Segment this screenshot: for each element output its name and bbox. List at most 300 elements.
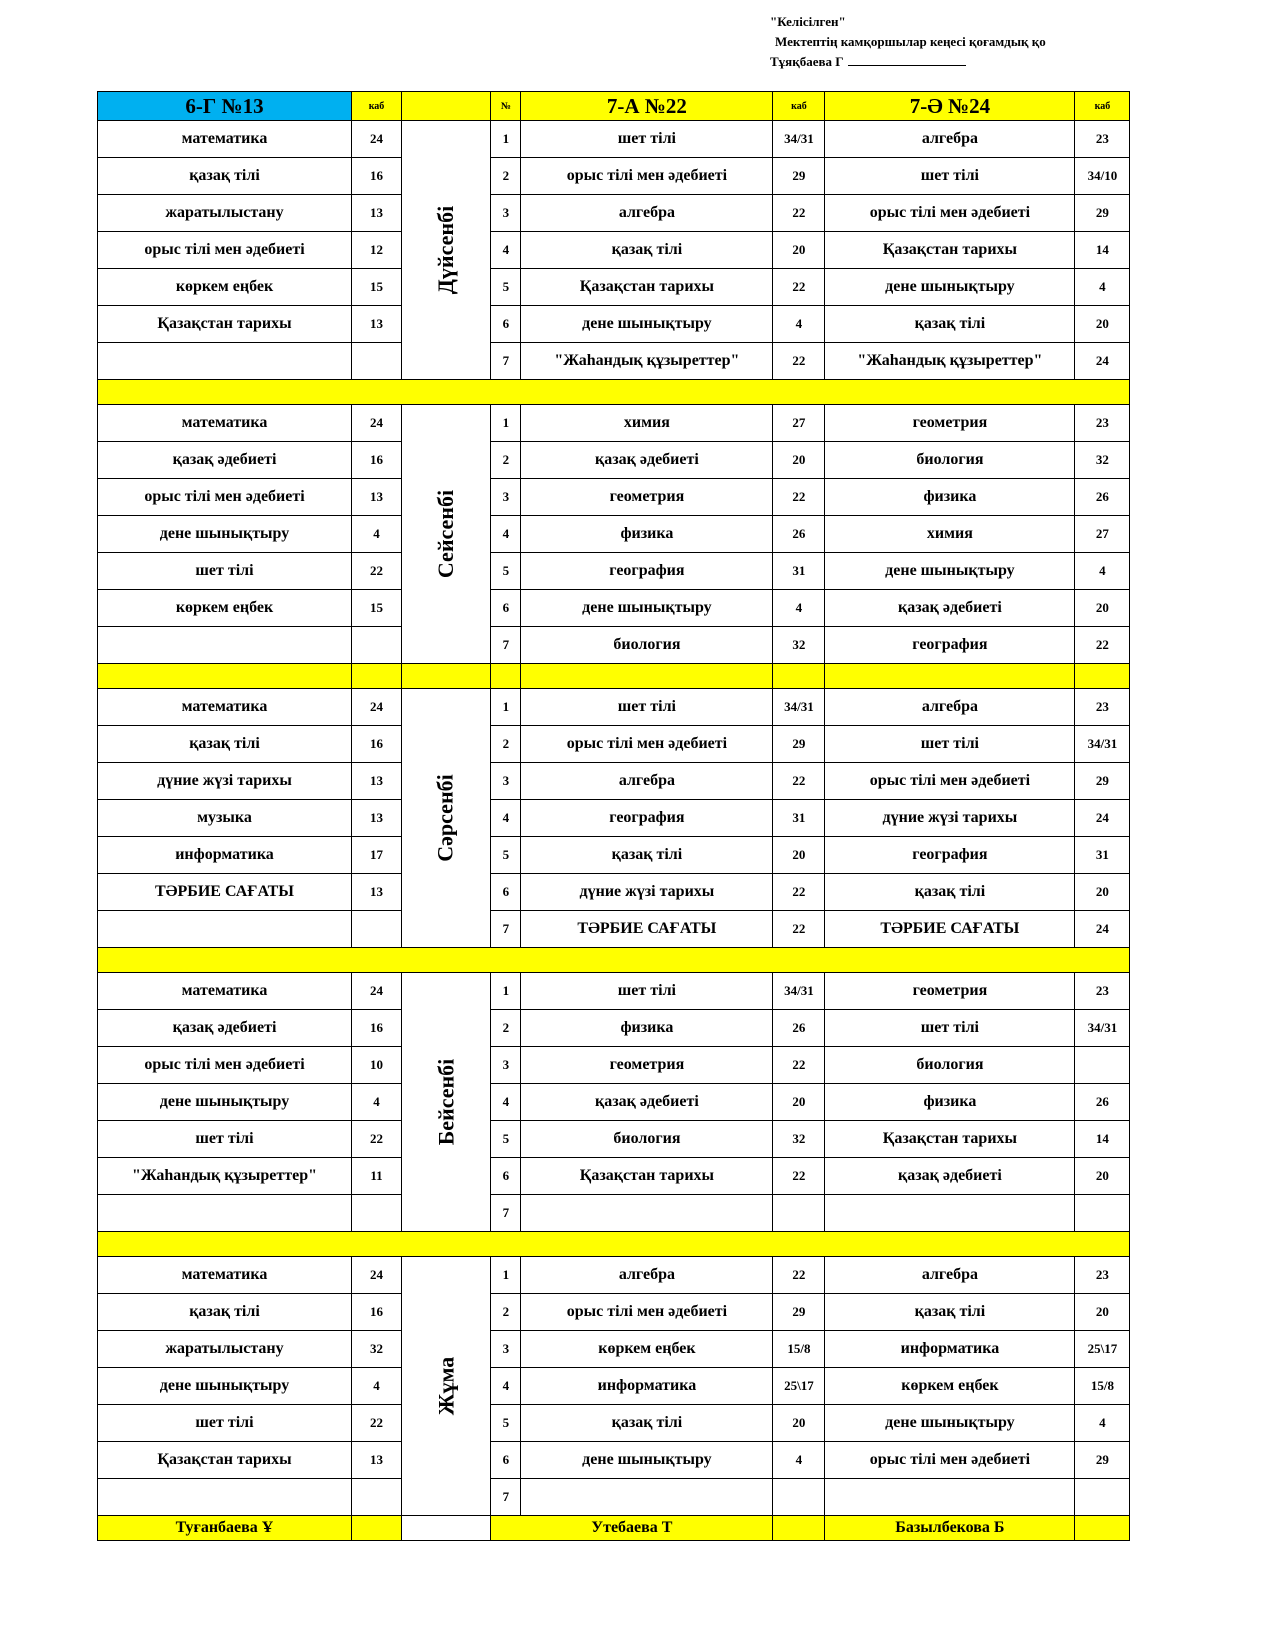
b7-room-cell: 23 bbox=[1075, 405, 1130, 442]
b7-room-cell bbox=[1075, 1047, 1130, 1084]
g6-subject-cell: "Жаһандық құзыреттер" bbox=[98, 1158, 352, 1195]
lesson-row bbox=[98, 1368, 1130, 1405]
b7-room-cell: 24 bbox=[1075, 800, 1130, 837]
a7-room-cell: 29 bbox=[773, 1294, 825, 1331]
a7-subject-cell: физика bbox=[521, 516, 773, 553]
b7-subject-cell: биология bbox=[825, 442, 1075, 479]
day-cell bbox=[402, 405, 491, 664]
b7-room-cell: 22 bbox=[1075, 627, 1130, 664]
lesson-row bbox=[98, 269, 1130, 306]
a7-subject-cell: дене шынықтыру bbox=[521, 306, 773, 343]
b7-subject-cell: орыс тілі мен әдебиеті bbox=[825, 763, 1075, 800]
a7-subject-cell: дүние жүзі тарихы bbox=[521, 874, 773, 911]
lesson-row bbox=[98, 1121, 1130, 1158]
g6-subject-cell: жаратылыстану bbox=[98, 195, 352, 232]
lesson-number: 4 bbox=[491, 800, 521, 837]
lesson-row bbox=[98, 689, 1130, 726]
a7-room-cell: 29 bbox=[773, 726, 825, 763]
a7-subject-cell: қазақ тілі bbox=[521, 1405, 773, 1442]
g6-room-cell: 15 bbox=[352, 269, 402, 306]
lesson-number: 4 bbox=[491, 1084, 521, 1121]
lesson-row bbox=[98, 479, 1130, 516]
b7-room-cell: 20 bbox=[1075, 1158, 1130, 1195]
g6-subject-cell bbox=[98, 1195, 352, 1232]
separator-cell bbox=[825, 664, 1075, 689]
b7-room-cell: 29 bbox=[1075, 763, 1130, 800]
g6-room-cell bbox=[352, 627, 402, 664]
lesson-number: 7 bbox=[491, 1479, 521, 1516]
b7-room-cell: 15/8 bbox=[1075, 1368, 1130, 1405]
g6-subject-cell bbox=[98, 343, 352, 380]
lesson-number: 5 bbox=[491, 269, 521, 306]
g6-room-cell: 24 bbox=[352, 1257, 402, 1294]
a7-room-cell: 22 bbox=[773, 343, 825, 380]
g6-room-cell: 22 bbox=[352, 553, 402, 590]
b7-room-cell: 34/31 bbox=[1075, 726, 1130, 763]
a7-subject-cell: биология bbox=[521, 1121, 773, 1158]
g6-subject-cell: дене шынықтыру bbox=[98, 516, 352, 553]
lesson-number: 2 bbox=[491, 158, 521, 195]
g6-subject-cell bbox=[98, 1479, 352, 1516]
a7-room-cell: 22 bbox=[773, 1047, 825, 1084]
day-name: Дүйсенбі bbox=[433, 205, 459, 295]
lesson-row bbox=[98, 553, 1130, 590]
separator-cell bbox=[98, 948, 1130, 973]
g6-room-cell: 16 bbox=[352, 442, 402, 479]
approval-council-line: Мектептің камқоршылар кеңесі қоғамдық қо bbox=[775, 34, 1046, 49]
lesson-row bbox=[98, 1442, 1130, 1479]
g6-room-cell: 24 bbox=[352, 689, 402, 726]
day-cell bbox=[402, 689, 491, 948]
b7-subject-cell: Қазақстан тарихы bbox=[825, 1121, 1075, 1158]
a7-room-cell: 4 bbox=[773, 306, 825, 343]
day-header-blank bbox=[402, 92, 491, 121]
b7-subject-cell: алгебра bbox=[825, 689, 1075, 726]
a7-subject-cell: алгебра bbox=[521, 763, 773, 800]
g6-subject-cell: қазақ тілі bbox=[98, 726, 352, 763]
lesson-row bbox=[98, 1047, 1130, 1084]
g6-room-cell: 24 bbox=[352, 121, 402, 158]
lesson-number: 6 bbox=[491, 306, 521, 343]
approval-title: "Келісілген" bbox=[770, 14, 846, 29]
b7-subject-cell: шет тілі bbox=[825, 726, 1075, 763]
g6-subject-cell: математика bbox=[98, 689, 352, 726]
separator-cell bbox=[352, 664, 402, 689]
a7-room-cell: 27 bbox=[773, 405, 825, 442]
g6-subject-cell: көркем еңбек bbox=[98, 590, 352, 627]
lesson-row bbox=[98, 1084, 1130, 1121]
lesson-number: 2 bbox=[491, 726, 521, 763]
g6-subject-cell: математика bbox=[98, 1257, 352, 1294]
a7-room-cell: 20 bbox=[773, 1405, 825, 1442]
a7-room-cell: 32 bbox=[773, 1121, 825, 1158]
class-6g-header: 6-Г №13 bbox=[98, 92, 352, 121]
a7-subject-cell: геометрия bbox=[521, 479, 773, 516]
lesson-row bbox=[98, 837, 1130, 874]
lesson-row bbox=[98, 726, 1130, 763]
a7-room-cell: 22 bbox=[773, 195, 825, 232]
b7-subject-cell: ТӘРБИЕ САҒАТЫ bbox=[825, 911, 1075, 948]
g6-subject-cell: көркем еңбек bbox=[98, 269, 352, 306]
day-separator-row bbox=[98, 380, 1130, 405]
lesson-row bbox=[98, 911, 1130, 948]
lesson-row bbox=[98, 1294, 1130, 1331]
g6-subject-cell: музыка bbox=[98, 800, 352, 837]
g6-room-cell: 13 bbox=[352, 306, 402, 343]
g6-room-cell bbox=[352, 1479, 402, 1516]
a7-room-cell: 22 bbox=[773, 1158, 825, 1195]
b7-room-cell: 24 bbox=[1075, 343, 1130, 380]
teacher-7ae: Базылбекова Б bbox=[825, 1516, 1075, 1541]
b7-room-cell: 32 bbox=[1075, 442, 1130, 479]
a7-subject-cell: информатика bbox=[521, 1368, 773, 1405]
day-name: Сейсенбі bbox=[433, 489, 459, 579]
a7-room-cell: 34/31 bbox=[773, 689, 825, 726]
a7-subject-cell: қазақ тілі bbox=[521, 837, 773, 874]
b7-room-cell bbox=[1075, 1479, 1130, 1516]
a7-room-cell: 26 bbox=[773, 1010, 825, 1047]
lesson-row bbox=[98, 1331, 1130, 1368]
a7-subject-cell: орыс тілі мен әдебиеті bbox=[521, 726, 773, 763]
lesson-number: 4 bbox=[491, 1368, 521, 1405]
g6-room-cell: 16 bbox=[352, 726, 402, 763]
lesson-number: 3 bbox=[491, 195, 521, 232]
a7-subject-cell: Қазақстан тарихы bbox=[521, 269, 773, 306]
a7-room-cell: 22 bbox=[773, 269, 825, 306]
room-header-7ae: каб bbox=[1075, 92, 1130, 121]
lesson-row bbox=[98, 121, 1130, 158]
g6-room-cell: 16 bbox=[352, 1294, 402, 1331]
a7-subject-cell: химия bbox=[521, 405, 773, 442]
lesson-row bbox=[98, 763, 1130, 800]
a7-room-cell: 34/31 bbox=[773, 121, 825, 158]
lesson-number: 3 bbox=[491, 1331, 521, 1368]
lesson-row bbox=[98, 405, 1130, 442]
b7-subject-cell: геометрия bbox=[825, 405, 1075, 442]
a7-room-cell: 15/8 bbox=[773, 1331, 825, 1368]
a7-subject-cell: физика bbox=[521, 1010, 773, 1047]
separator-cell bbox=[491, 664, 521, 689]
lesson-number: 5 bbox=[491, 553, 521, 590]
b7-room-cell: 23 bbox=[1075, 973, 1130, 1010]
b7-room-cell: 34/31 bbox=[1075, 1010, 1130, 1047]
header-row bbox=[98, 92, 1130, 121]
lesson-row bbox=[98, 158, 1130, 195]
separator-cell bbox=[98, 664, 352, 689]
a7-subject-cell: шет тілі bbox=[521, 121, 773, 158]
lesson-number: 6 bbox=[491, 1158, 521, 1195]
b7-subject-cell: биология bbox=[825, 1047, 1075, 1084]
g6-subject-cell: орыс тілі мен әдебиеті bbox=[98, 232, 352, 269]
a7-room-cell: 22 bbox=[773, 479, 825, 516]
b7-room-cell: 26 bbox=[1075, 1084, 1130, 1121]
b7-subject-cell: қазақ әдебиеті bbox=[825, 1158, 1075, 1195]
g6-subject-cell: шет тілі bbox=[98, 553, 352, 590]
b7-subject-cell bbox=[825, 1195, 1075, 1232]
a7-room-cell: 34/31 bbox=[773, 973, 825, 1010]
lesson-number: 7 bbox=[491, 911, 521, 948]
b7-room-cell: 23 bbox=[1075, 121, 1130, 158]
b7-subject-cell: орыс тілі мен әдебиеті bbox=[825, 1442, 1075, 1479]
lesson-number: 6 bbox=[491, 590, 521, 627]
g6-room-cell: 13 bbox=[352, 195, 402, 232]
number-header: № bbox=[491, 92, 521, 121]
b7-subject-cell: "Жаһандық құзыреттер" bbox=[825, 343, 1075, 380]
a7-subject-cell: "Жаһандық құзыреттер" bbox=[521, 343, 773, 380]
g6-room-cell: 12 bbox=[352, 232, 402, 269]
signature-line bbox=[848, 53, 966, 66]
g6-room-cell: 24 bbox=[352, 405, 402, 442]
a7-subject-cell: география bbox=[521, 553, 773, 590]
a7-room-cell: 22 bbox=[773, 874, 825, 911]
teacher-6g-room-blank bbox=[352, 1516, 402, 1541]
g6-subject-cell bbox=[98, 627, 352, 664]
b7-subject-cell: физика bbox=[825, 479, 1075, 516]
a7-room-cell bbox=[773, 1195, 825, 1232]
day-cell bbox=[402, 121, 491, 380]
lesson-row bbox=[98, 442, 1130, 479]
lesson-number: 3 bbox=[491, 763, 521, 800]
g6-subject-cell: қазақ әдебиеті bbox=[98, 1010, 352, 1047]
lesson-number: 5 bbox=[491, 1121, 521, 1158]
b7-room-cell: 14 bbox=[1075, 232, 1130, 269]
g6-room-cell: 32 bbox=[352, 1331, 402, 1368]
g6-room-cell: 24 bbox=[352, 973, 402, 1010]
teacher-row bbox=[98, 1516, 1130, 1541]
day-cell bbox=[402, 1257, 491, 1516]
b7-room-cell: 34/10 bbox=[1075, 158, 1130, 195]
g6-subject-cell: математика bbox=[98, 121, 352, 158]
a7-subject-cell: қазақ әдебиеті bbox=[521, 1084, 773, 1121]
a7-room-cell: 20 bbox=[773, 837, 825, 874]
day-name: Жұма bbox=[433, 1356, 459, 1416]
b7-room-cell: 27 bbox=[1075, 516, 1130, 553]
lesson-number: 1 bbox=[491, 1257, 521, 1294]
b7-subject-cell: дене шынықтыру bbox=[825, 553, 1075, 590]
b7-subject-cell: алгебра bbox=[825, 121, 1075, 158]
lesson-row bbox=[98, 973, 1130, 1010]
a7-room-cell: 22 bbox=[773, 911, 825, 948]
class-7a-header: 7-А №22 bbox=[521, 92, 773, 121]
b7-subject-cell: көркем еңбек bbox=[825, 1368, 1075, 1405]
a7-room-cell: 22 bbox=[773, 763, 825, 800]
b7-subject-cell: алгебра bbox=[825, 1257, 1075, 1294]
g6-subject-cell: қазақ тілі bbox=[98, 158, 352, 195]
lesson-row bbox=[98, 1195, 1130, 1232]
lesson-number: 1 bbox=[491, 973, 521, 1010]
day-separator-row bbox=[98, 948, 1130, 973]
b7-room-cell: 20 bbox=[1075, 306, 1130, 343]
b7-subject-cell: қазақ тілі bbox=[825, 306, 1075, 343]
b7-room-cell: 4 bbox=[1075, 269, 1130, 306]
separator-cell bbox=[521, 664, 773, 689]
a7-subject-cell: география bbox=[521, 800, 773, 837]
lesson-row bbox=[98, 1257, 1130, 1294]
b7-room-cell: 24 bbox=[1075, 911, 1130, 948]
g6-subject-cell: жаратылыстану bbox=[98, 1331, 352, 1368]
a7-subject-cell: биология bbox=[521, 627, 773, 664]
g6-subject-cell: орыс тілі мен әдебиеті bbox=[98, 1047, 352, 1084]
lesson-number: 4 bbox=[491, 232, 521, 269]
g6-room-cell: 15 bbox=[352, 590, 402, 627]
a7-subject-cell bbox=[521, 1195, 773, 1232]
day-name: Бейсенбі bbox=[433, 1058, 459, 1146]
lesson-number: 7 bbox=[491, 1195, 521, 1232]
a7-room-cell: 31 bbox=[773, 553, 825, 590]
g6-room-cell bbox=[352, 1195, 402, 1232]
b7-room-cell: 14 bbox=[1075, 1121, 1130, 1158]
a7-room-cell: 20 bbox=[773, 1084, 825, 1121]
day-name: Сәрсенбі bbox=[433, 774, 459, 862]
g6-subject-cell: Қазақстан тарихы bbox=[98, 306, 352, 343]
lesson-row bbox=[98, 343, 1130, 380]
b7-subject-cell: дүние жүзі тарихы bbox=[825, 800, 1075, 837]
lesson-number: 2 bbox=[491, 442, 521, 479]
g6-room-cell: 11 bbox=[352, 1158, 402, 1195]
b7-room-cell: 29 bbox=[1075, 1442, 1130, 1479]
a7-subject-cell: орыс тілі мен әдебиеті bbox=[521, 1294, 773, 1331]
b7-subject-cell: қазақ тілі bbox=[825, 1294, 1075, 1331]
g6-subject-cell: информатика bbox=[98, 837, 352, 874]
a7-subject-cell: геометрия bbox=[521, 1047, 773, 1084]
a7-subject-cell: шет тілі bbox=[521, 973, 773, 1010]
g6-subject-cell: шет тілі bbox=[98, 1121, 352, 1158]
lesson-number: 6 bbox=[491, 874, 521, 911]
lesson-number: 3 bbox=[491, 1047, 521, 1084]
a7-subject-cell: алгебра bbox=[521, 195, 773, 232]
lesson-number: 1 bbox=[491, 405, 521, 442]
a7-subject-cell: қазақ әдебиеті bbox=[521, 442, 773, 479]
a7-subject-cell: орыс тілі мен әдебиеті bbox=[521, 158, 773, 195]
a7-room-cell: 4 bbox=[773, 590, 825, 627]
b7-room-cell: 29 bbox=[1075, 195, 1130, 232]
a7-room-cell: 31 bbox=[773, 800, 825, 837]
lesson-number: 5 bbox=[491, 1405, 521, 1442]
a7-room-cell: 25\17 bbox=[773, 1368, 825, 1405]
b7-subject-cell: дене шынықтыру bbox=[825, 269, 1075, 306]
b7-room-cell: 23 bbox=[1075, 1257, 1130, 1294]
b7-room-cell: 20 bbox=[1075, 874, 1130, 911]
g6-room-cell: 4 bbox=[352, 516, 402, 553]
g6-room-cell: 17 bbox=[352, 837, 402, 874]
approval-block bbox=[770, 12, 1070, 72]
lesson-number: 2 bbox=[491, 1010, 521, 1047]
lesson-number: 5 bbox=[491, 837, 521, 874]
g6-subject-cell: дене шынықтыру bbox=[98, 1084, 352, 1121]
g6-room-cell: 13 bbox=[352, 1442, 402, 1479]
b7-room-cell: 26 bbox=[1075, 479, 1130, 516]
a7-room-cell: 29 bbox=[773, 158, 825, 195]
teacher-7a-room-blank bbox=[773, 1516, 825, 1541]
b7-subject-cell: дене шынықтыру bbox=[825, 1405, 1075, 1442]
a7-subject-cell: қазақ тілі bbox=[521, 232, 773, 269]
g6-subject-cell: Қазақстан тарихы bbox=[98, 1442, 352, 1479]
separator-cell bbox=[402, 664, 491, 689]
lesson-number: 4 bbox=[491, 516, 521, 553]
b7-room-cell: 25\17 bbox=[1075, 1331, 1130, 1368]
lesson-number: 2 bbox=[491, 1294, 521, 1331]
lesson-row bbox=[98, 800, 1130, 837]
day-cell bbox=[402, 973, 491, 1232]
g6-subject-cell: орыс тілі мен әдебиеті bbox=[98, 479, 352, 516]
a7-subject-cell: шет тілі bbox=[521, 689, 773, 726]
b7-subject-cell: физика bbox=[825, 1084, 1075, 1121]
b7-subject-cell: Қазақстан тарихы bbox=[825, 232, 1075, 269]
lesson-row bbox=[98, 627, 1130, 664]
lesson-row bbox=[98, 232, 1130, 269]
lesson-row bbox=[98, 590, 1130, 627]
a7-subject-cell: ТӘРБИЕ САҒАТЫ bbox=[521, 911, 773, 948]
g6-subject-cell: математика bbox=[98, 405, 352, 442]
b7-subject-cell: шет тілі bbox=[825, 1010, 1075, 1047]
b7-room-cell: 23 bbox=[1075, 689, 1130, 726]
day-separator-row bbox=[98, 1232, 1130, 1257]
a7-subject-cell: дене шынықтыру bbox=[521, 1442, 773, 1479]
separator-cell bbox=[98, 1232, 1130, 1257]
g6-room-cell: 4 bbox=[352, 1084, 402, 1121]
a7-subject-cell: Қазақстан тарихы bbox=[521, 1158, 773, 1195]
a7-room-cell: 26 bbox=[773, 516, 825, 553]
g6-room-cell bbox=[352, 911, 402, 948]
g6-room-cell: 13 bbox=[352, 800, 402, 837]
separator-cell bbox=[98, 380, 1130, 405]
a7-subject-cell: дене шынықтыру bbox=[521, 590, 773, 627]
g6-subject-cell: шет тілі bbox=[98, 1405, 352, 1442]
approval-signer-line bbox=[770, 52, 1070, 72]
schedule-table bbox=[97, 91, 1130, 1541]
g6-subject-cell: математика bbox=[98, 973, 352, 1010]
b7-subject-cell: химия bbox=[825, 516, 1075, 553]
lesson-row bbox=[98, 1479, 1130, 1516]
a7-room-cell: 20 bbox=[773, 442, 825, 479]
g6-room-cell: 16 bbox=[352, 158, 402, 195]
g6-subject-cell: дүние жүзі тарихы bbox=[98, 763, 352, 800]
g6-subject-cell: қазақ тілі bbox=[98, 1294, 352, 1331]
b7-room-cell: 31 bbox=[1075, 837, 1130, 874]
a7-room-cell: 4 bbox=[773, 1442, 825, 1479]
g6-subject-cell: ТӘРБИЕ САҒАТЫ bbox=[98, 874, 352, 911]
lesson-number: 7 bbox=[491, 343, 521, 380]
a7-room-cell: 20 bbox=[773, 232, 825, 269]
lesson-row bbox=[98, 1010, 1130, 1047]
room-header-6g: каб bbox=[352, 92, 402, 121]
a7-subject-cell: көркем еңбек bbox=[521, 1331, 773, 1368]
b7-subject-cell: география bbox=[825, 627, 1075, 664]
lesson-number: 6 bbox=[491, 1442, 521, 1479]
lesson-row bbox=[98, 306, 1130, 343]
g6-subject-cell bbox=[98, 911, 352, 948]
b7-subject-cell: геометрия bbox=[825, 973, 1075, 1010]
b7-room-cell: 4 bbox=[1075, 1405, 1130, 1442]
teacher-6g: Туғанбаева Ұ bbox=[98, 1516, 352, 1541]
lesson-number: 1 bbox=[491, 121, 521, 158]
g6-room-cell: 13 bbox=[352, 874, 402, 911]
lesson-row bbox=[98, 195, 1130, 232]
b7-room-cell bbox=[1075, 1195, 1130, 1232]
lesson-number: 7 bbox=[491, 627, 521, 664]
separator-cell bbox=[773, 664, 825, 689]
b7-room-cell: 4 bbox=[1075, 553, 1130, 590]
b7-subject-cell: орыс тілі мен әдебиеті bbox=[825, 195, 1075, 232]
a7-room-cell: 22 bbox=[773, 1257, 825, 1294]
b7-subject-cell: шет тілі bbox=[825, 158, 1075, 195]
teacher-7a: Утебаева Т bbox=[491, 1516, 773, 1541]
lesson-row bbox=[98, 1158, 1130, 1195]
a7-subject-cell bbox=[521, 1479, 773, 1516]
g6-room-cell: 16 bbox=[352, 1010, 402, 1047]
b7-subject-cell: география bbox=[825, 837, 1075, 874]
separator-cell bbox=[1075, 664, 1130, 689]
